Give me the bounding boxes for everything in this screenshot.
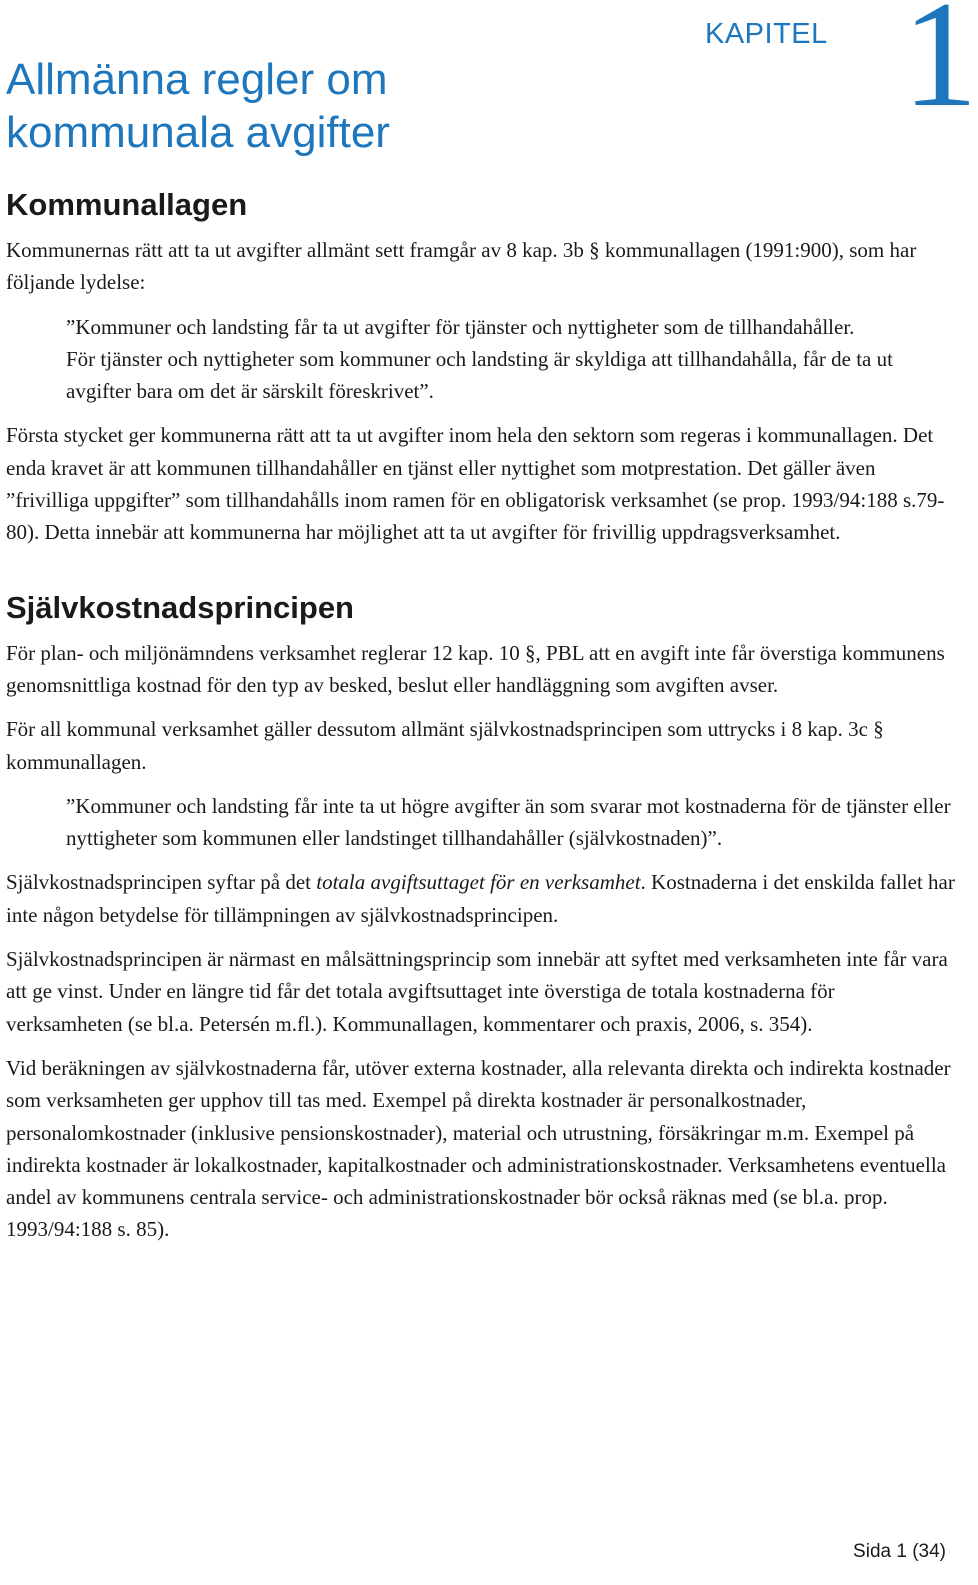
paragraph-text: Självkostnadsprincipen syftar på det <box>6 870 317 895</box>
paragraph-text: . Kostnaderna i det enskilda fallet har inte någon betydelse för tillämpningen av självkostnadsprincipen. <box>6 870 955 927</box>
paragraph: Kommunernas rätt att ta ut avgifter allmänt sett framgår av 8 kap. 3b § kommunallagen (1991:900), som har följande lydelse: <box>6 238 917 295</box>
paragraph: För plan- och miljönämndens verksamhet reglerar 12 kap. 10 §, PBL att en avgift inte får överstiga kommunens genomsnittliga kostnad för den typ av besked, beslut eller handläggning som avgiften avser. <box>6 640 945 697</box>
document-body <box>6 186 956 1258</box>
paragraph: Vid beräkningen av självkostnaderna får, utöver externa kostnader, alla relevanta direkta och indirekta kostnader som verksamheten ger upphov till tas med. Exempel på direkta kostnader är personalkostnader, personalomkostnader (inklusive pensionskostnader), material och utrustning, försäkringar m.m. Exempel på indirekta kostnader är lokalkostnader, kapitalkostnader och administrationskostnader. Verksamhetens eventuella andel av kommunens centrala service- och administrationskostnader bör också räknas med (se bl.a. prop. 1993/94:188 s. 85). <box>6 1055 951 1242</box>
quote-paragraph: ”Kommuner och landsting får ta ut avgifter för tjänster och nyttigheter som de tillhandahåller. <box>66 314 855 339</box>
paragraph: För all kommunal verksamhet gäller dessutom allmänt självkostnadsprincipen som uttrycks i 8 kap. 3c § kommunallagen. <box>6 717 884 774</box>
page-number: Sida 1 (34) <box>853 1541 946 1562</box>
paragraph: Första stycket ger kommunerna rätt att ta ut avgifter inom hela den sektorn som regeras i kommunallagen. Det enda kravet är att kommunen tillhandahåller en tjänst eller nyttighet som motprestation. Det gäller även ”frivilliga uppgifter” som tillhandahålls inom ramen för en obligatorisk verksamhet (se prop. 1993/94:188 s.79-80). Detta innebär att kommunerna har möjlighet att ta ut avgifter för frivillig uppdragsverksamhet. <box>6 423 945 545</box>
page-title: Allmänna regler om kommunala avgifter <box>6 55 390 157</box>
paragraph: Självkostnadsprincipen är närmast en målsättningsprincip som innebär att syftet med verksamheten inte får vara att ge vinst. Under en längre tid får det totala avgiftsuttaget inte överstiga de totala kostnaderna för verksamheten (se bl.a. Petersén m.fl.). Kommunallagen, kommentarer och praxis, 2006, s. 354). <box>6 947 948 1036</box>
quote-paragraph: ”Kommuner och landsting får inte ta ut högre avgifter än som svarar mot kostnaderna för de tjänster eller nyttigheter som kommunen eller landstinget tillhandahåller (självkostnaden)”. <box>66 793 951 851</box>
chapter-number: 1 <box>902 0 978 138</box>
section-heading-kommunallagen: Kommunallagen <box>6 187 248 222</box>
section-heading-sjalvkostnadsprincipen: Självkostnadsprincipen <box>6 589 354 625</box>
emphasis-text: totala avgiftsuttaget för en verksamhet <box>316 870 641 895</box>
chapter-label: KAPITEL <box>705 18 828 50</box>
paragraph-with-emphasis <box>6 866 956 931</box>
quote-paragraph: För tjänster och nyttigheter som kommuner och landsting är skyldiga att tillhandahålla, får de ta ut avgifter bara om det är särskilt föreskrivet”. <box>66 346 893 404</box>
